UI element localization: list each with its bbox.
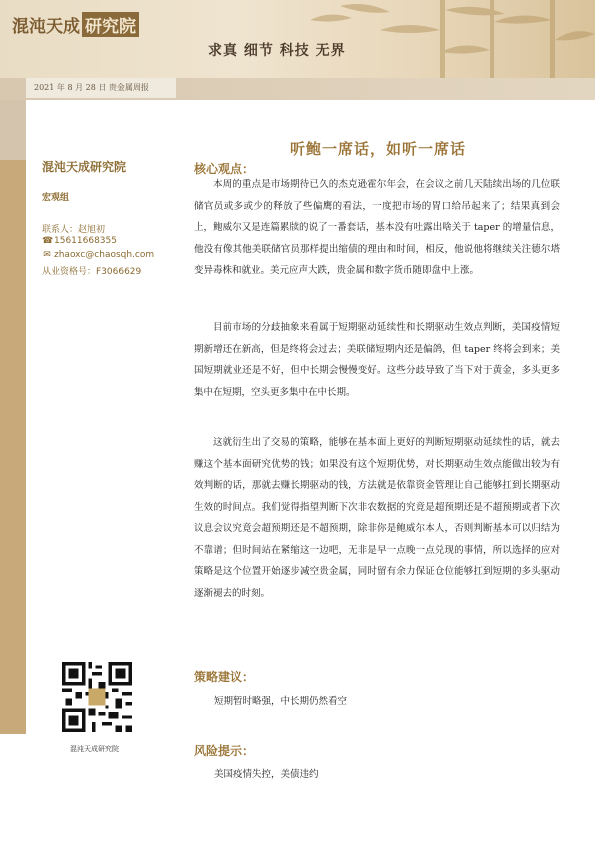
core-view-heading: 核心观点： <box>194 162 255 176</box>
phone-line <box>42 236 117 246</box>
email-line <box>42 250 154 260</box>
slogan: 求真 细节 科技 无界 <box>208 43 346 59</box>
strategy-heading: 策略建议： <box>194 670 255 684</box>
report-title: 听鲍一席话，如听一席话 <box>290 140 467 158</box>
license-number: 从业资格号：F3066629 <box>42 267 142 277</box>
qr-caption: 混沌天成研究院 <box>70 745 119 753</box>
strategy-text: 短期暂时略强，中长期仍然看空 <box>214 696 348 707</box>
contact-person: 联系人：赵旭初 <box>42 225 106 235</box>
department: 宏观组 <box>42 193 70 203</box>
org-name: 混沌天成研究院 <box>42 160 127 174</box>
core-paragraph-1: 本周的重点是市场期待已久的杰克逊霍尔年会，在会议之前几天陆续出场的几位联储官员或多或少的释放了些偏鹰的看法，一度把市场的胃口给吊起来了；结果真到会上，鲍威尔又是连篇累牍的说了一番套话，基本没有吐露出啥关于 taper 的增量信息，他没有像其他美联储官员那样提出缩债的理由和时间，相反，他说他将继续关注德尔塔变异毒株和就业。美元应声大跌，贵金属和数字货币随即盘中上涨。 <box>194 179 560 276</box>
header-banner <box>0 0 595 78</box>
bamboo-decoration <box>190 0 595 78</box>
risk-heading: 风险提示： <box>194 744 255 758</box>
company-logo: 混沌天成 研究院 <box>12 12 139 37</box>
core-paragraph-3: 这就衍生出了交易的策略，能够在基本面上更好的判断短期驱动延续性的话，就去赚这个基本面研究优势的钱；如果没有这个短期优势，对长期驱动生效点能做出较为有效判断的话，那就去赚长期驱动的钱，方法就是依靠资金管理让自己能够扛到长期驱动生效的时间点。我们觉得指望判断下次非农数据的究竟是超预期还是不超预期或者下次议息会议究竟会超预期还是不超预期，除非你是鲍威尔本人，否则判断基本可以归结为不靠谱；但时间站在紧缩这一边吧，无非是早一点晚一点兑现的事情，所以选择的应对策略是这个位置开始逐步减空贵金属，同时留有余力保证仓位能够扛到短期的多头驱动逐渐褪去的时刻。 <box>194 437 560 599</box>
risk-text: 美国疫情失控，美债违约 <box>214 769 319 780</box>
phone-number: 15611668355 <box>54 236 117 246</box>
phone-icon: ☎ <box>42 236 54 246</box>
email-address[interactable]: zhaoxc@chaosqh.com <box>54 250 155 260</box>
qr-logo-icon <box>89 689 106 706</box>
qr-code <box>62 662 132 732</box>
left-strip-top <box>0 100 26 160</box>
core-paragraph-2: 目前市场的分歧抽象来看属于短期驱动延续性和长期驱动生效点判断，美国疫情短期新增还在新高，但是终将会过去；美联储短期内还是偏鸽，但 taper 终将会到来；美国短期就业还是不好，但中长期会慢慢变好。这些分歧导致了当下对于黄金，多头更多集中在短期，空头更多集中在中长期。 <box>194 322 560 398</box>
email-icon: ✉ <box>43 250 51 260</box>
left-decorative-strip <box>0 100 26 734</box>
report-date: 2021 年 8 月 28 日 贵金属周报 <box>26 78 176 98</box>
